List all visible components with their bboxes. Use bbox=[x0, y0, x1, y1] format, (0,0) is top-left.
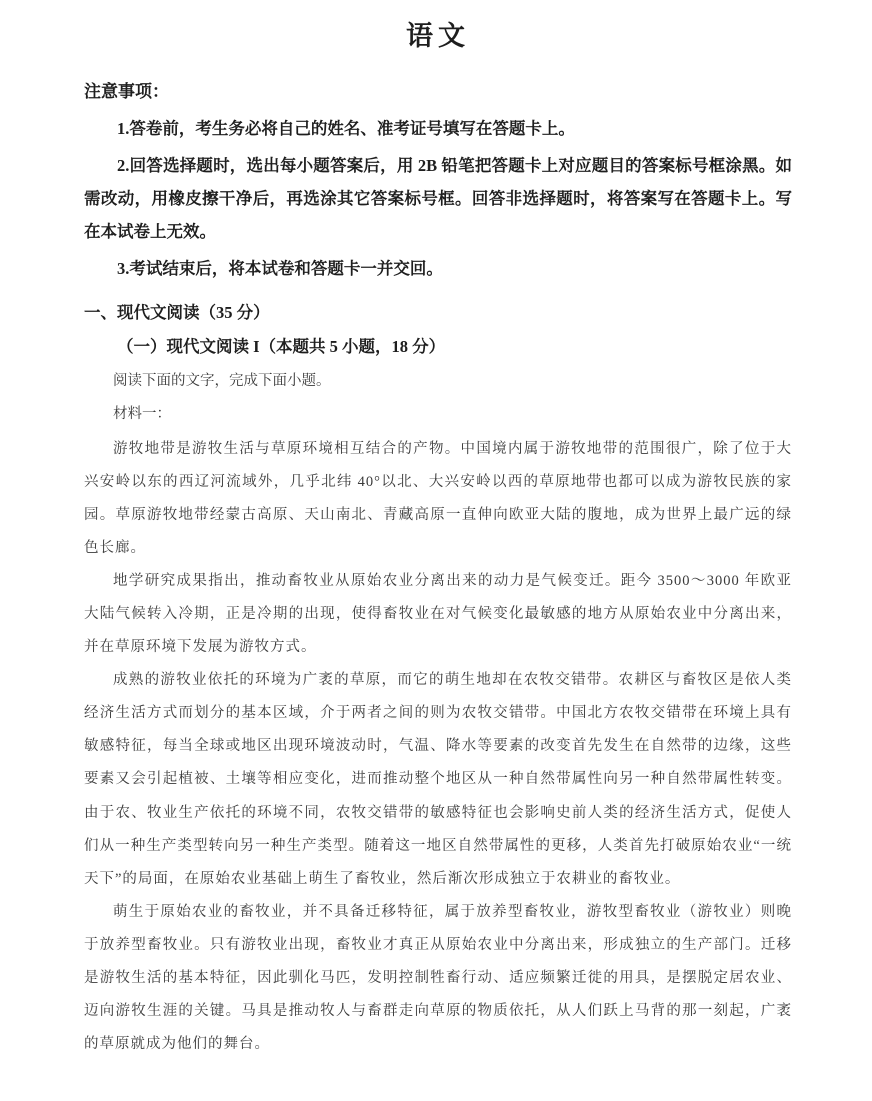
reading-instruction: 阅读下面的文字，完成下面小题。 bbox=[113, 373, 331, 389]
body-paragraph-4: 萌生于原始农业的畜牧业，并不具备迁移特征，属于放养型畜牧业，游牧型畜牧业（游牧业）则晚于放养型畜牧业。只有游牧业出现，畜牧业才真正从原始农业中分离出来，形成独立的生产部门。迁移是游牧生活的基本特征，因此驯化马匹，发明控制牲畜行动、适应频繁迁徙的用具，是摆脱定居农业、迈向游牧生涯的关键。马具是推动牧人与畜群走向草原的物质依托，从人们跃上马背的那一刻起，广袤的草原就成为他们的舞台。 bbox=[84, 903, 792, 1052]
body-paragraph-3: 成熟的游牧业依托的环境为广袤的草原，而它的萌生地却在农牧交错带。农耕区与畜牧区是依人类经济生活方式而划分的基本区域，介于两者之间的则为农牧交错带。中国北方农牧交错带在环境上具有敏感特征，每当全球或地区出现环境波动时，气温、降水等要素的改变首先发生在自然带的边缘，这些要素又会引起植被、土壤等相应变化，进而推动整个地区从一种自然带属性向另一种自然带属性转变。由于农、牧业生产依托的环境不同，农牧交错带的敏感特征也会影响史前人类的经济生活方式，促使人们从一种生产类型转向另一种生产类型。随着这一地区自然带属性的更移，人类首先打破原始农业“一统天下”的局面，在原始农业基础上萌生了畜牧业，然后渐次形成独立于农耕业的畜牧业。 bbox=[84, 672, 792, 887]
notice-item-1: 1.答卷前，考生务必将自己的姓名、准考证号填写在答题卡上。 bbox=[117, 119, 575, 138]
body-paragraph-2: 地学研究成果指出，推动畜牧业从原始农业分离出来的动力是气候变迁。距今 3500～3000 年欧亚大陆气候转入冷期，正是冷期的出现，使得畜牧业在对气候变化最敏感的地方从原始农业中分离出来，并在草原环境下发展为游牧方式。 bbox=[84, 573, 792, 656]
page-title: 语文 bbox=[406, 21, 470, 51]
section-subheading: （一）现代文阅读 I（本题共 5 小题，18 分） bbox=[117, 337, 446, 356]
notice-item-2: 2.回答选择题时，选出每小题答案后，用 2B 铅笔把答题卡上对应题目的答案标号框涂黑。如需改动，用橡皮擦干净后，再选涂其它答案标号框。回答非选择题时，将答案写在答题卡上。写在本试卷上无效。 bbox=[84, 156, 792, 241]
notice-item-3: 3.考试结束后，将本试卷和答题卡一并交回。 bbox=[117, 259, 443, 278]
notice-heading: 注意事项： bbox=[84, 82, 169, 101]
notice-section bbox=[84, 77, 792, 285]
section-heading: 一、现代文阅读（35 分） bbox=[84, 303, 270, 322]
body-paragraph-1: 游牧地带是游牧生活与草原环境相互结合的产物。中国境内属于游牧地带的范围很广，除了位于大兴安岭以东的西辽河流域外，几乎北纬 40°以北、大兴安岭以西的草原地带也都可以成为游牧民族的家园。草原游牧地带经蒙古高原、天山南北、青藏高原一直伸向欧亚大陆的腹地，成为世界上最广远的绿色长廊。 bbox=[84, 441, 792, 557]
material-label: 材料一： bbox=[113, 406, 171, 422]
reading-section bbox=[84, 299, 792, 1061]
